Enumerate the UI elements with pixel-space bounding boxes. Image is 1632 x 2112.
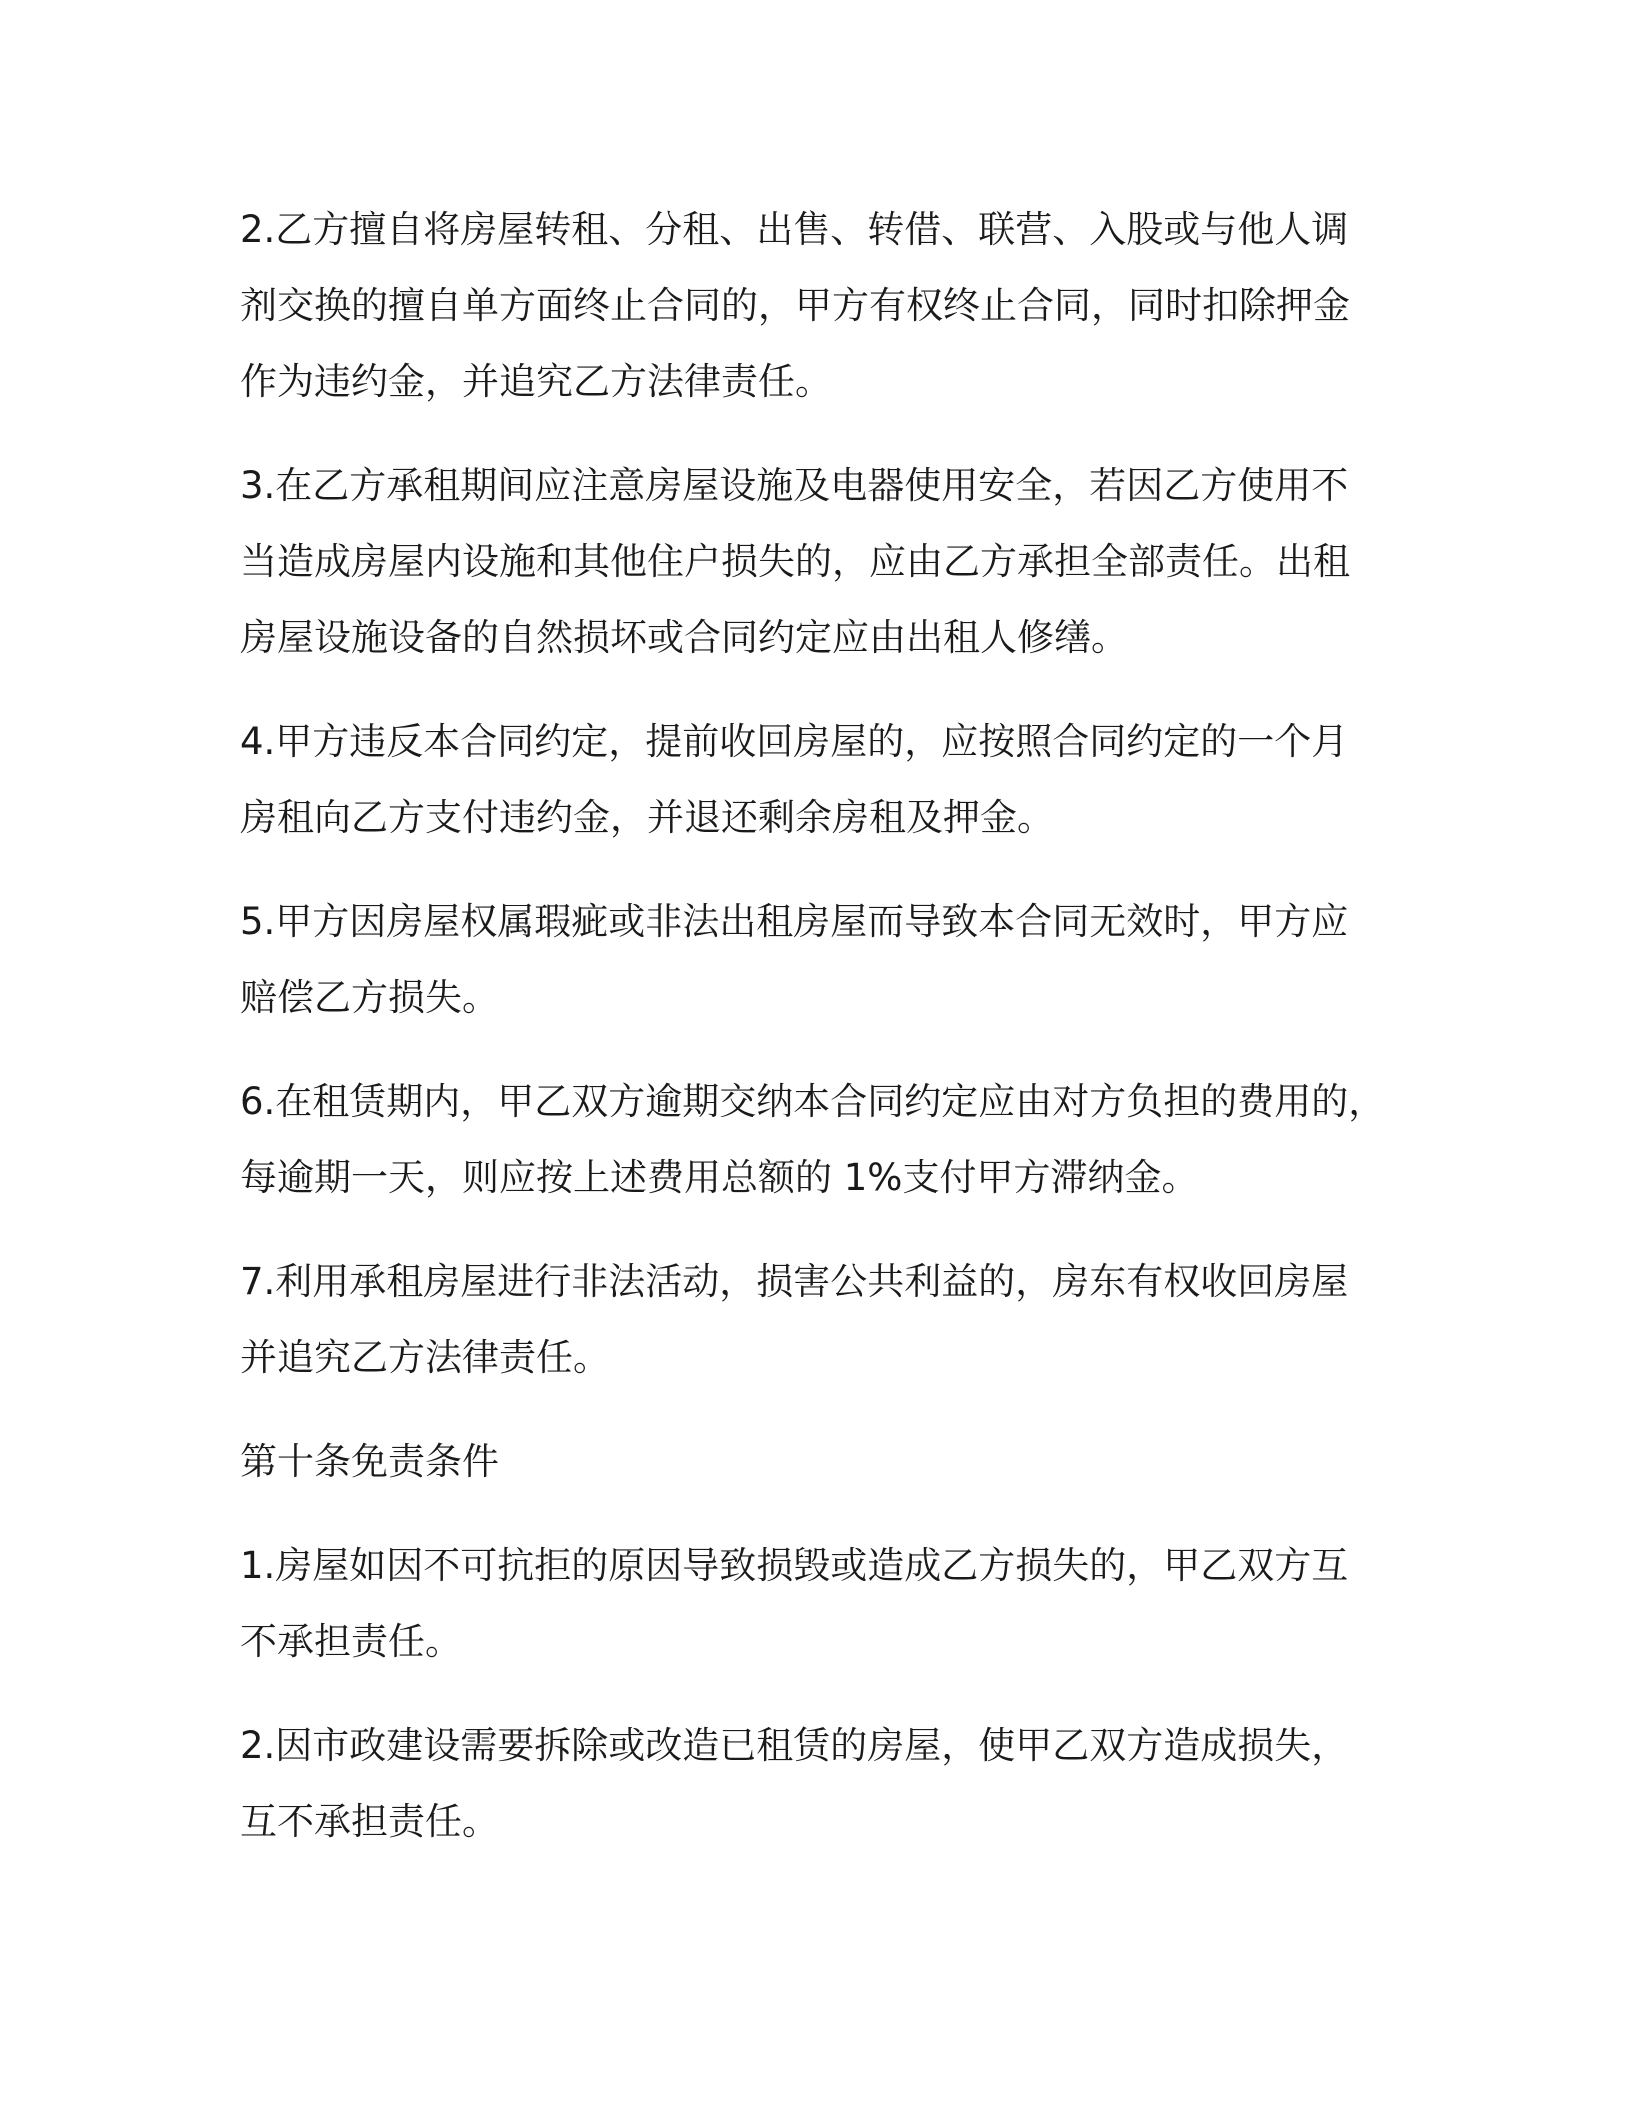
clause-paragraph: 7.利用承租房屋进行非法活动，损害公共利益的，房东有权收回房屋 并追究乙方法律责任。 — [240, 1260, 1349, 1379]
clause-paragraph: 5.甲方因房屋权属瑕疵或非法出租房屋而导致本合同无效时，甲方应 赔偿乙方损失。 — [240, 900, 1349, 1019]
clause-paragraph: 1.房屋如因不可抗拒的原因导致损毁或造成乙方损失的，甲乙双方互 不承担责任。 — [240, 1544, 1349, 1663]
clause-paragraph: 2.因市政建设需要拆除或改造已租赁的房屋，使甲乙双方造成损失， 互不承担责任。 — [240, 1724, 1349, 1843]
clause-paragraph: 3.在乙方承租期间应注意房屋设施及电器使用安全，若因乙方使用不 当造成房屋内设施和其他住户损失的，应由乙方承担全部责任。出租 房屋设施设备的自然损坏或合同约定应由出租人修缮。 — [240, 464, 1350, 659]
clause-paragraph: 2.乙方擅自将房屋转租、分租、出售、转借、联营、入股或与他人调 剂交换的擅自单方面终止合同的，甲方有权终止合同，同时扣除押金 作为违约金，并追究乙方法律责任。 — [240, 208, 1350, 403]
clause-paragraph: 4.甲方违反本合同约定，提前收回房屋的，应按照合同约定的一个月 房租向乙方支付违约金，并退还剩余房租及押金。 — [240, 720, 1349, 839]
clause-paragraph: 6.在租赁期内，甲乙双方逾期交纳本合同约定应由对方负担的费用的， 每逾期一天，则应按上述费用总额的 1%支付甲方滞纳金。 — [240, 1080, 1386, 1199]
section-heading: 第十条免责条件 — [240, 1440, 499, 1483]
document-body — [240, 192, 1400, 1888]
